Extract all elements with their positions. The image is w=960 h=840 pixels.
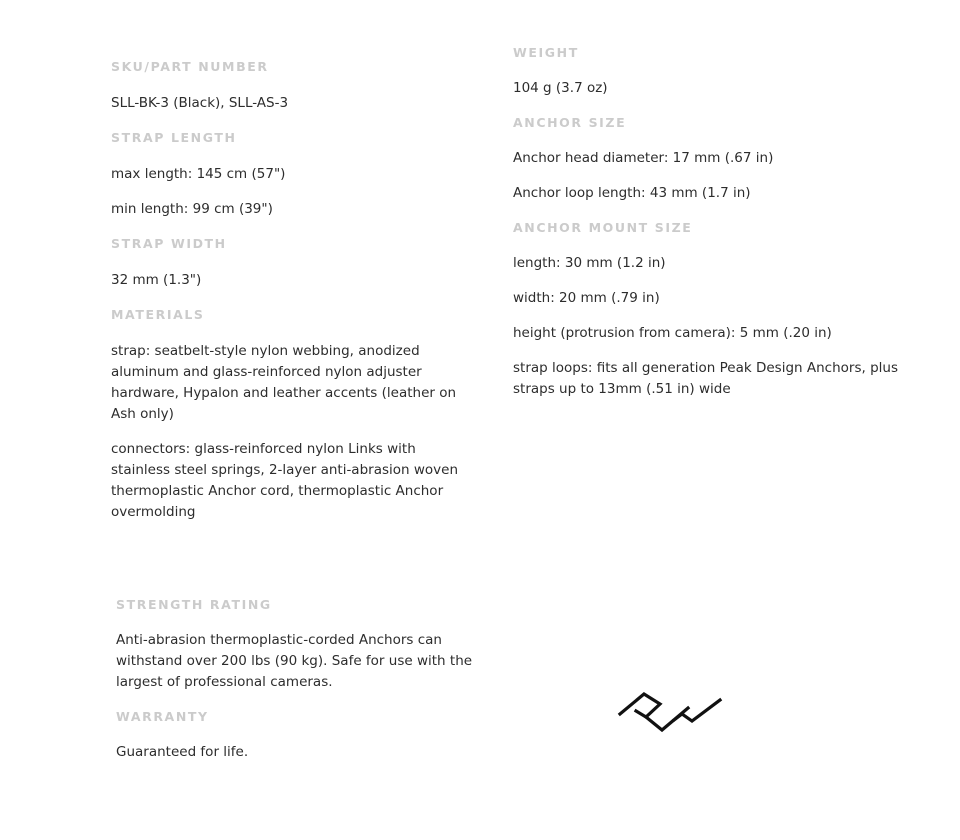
anchor-loop-length: Anchor loop length: 43 mm (1.7 in): [513, 185, 751, 201]
mount-width: width: 20 mm (.79 in): [513, 290, 660, 306]
left-spec-column: [111, 57, 471, 537]
materials-heading: MATERIALS: [111, 307, 205, 322]
warranty-heading: WARRANTY: [116, 709, 209, 724]
weight-heading: WEIGHT: [513, 45, 579, 60]
strap-length-heading: STRAP LENGTH: [111, 130, 237, 145]
strength-value: Anti-abrasion thermoplastic-corded Anchors can withstand over 200 lbs (90 kg). Safe for use with the largest of professional cameras.: [116, 632, 473, 690]
strap-length-min: min length: 99 cm (39"): [111, 201, 273, 217]
anchor-mount-heading: ANCHOR MOUNT SIZE: [513, 220, 693, 235]
strap-length-max: max length: 145 cm (57"): [111, 166, 286, 182]
strap-width-heading: STRAP WIDTH: [111, 236, 227, 251]
anchor-size-heading: ANCHOR SIZE: [513, 115, 627, 130]
mount-height: height (protrusion from camera): 5 mm (.20 in): [513, 325, 832, 341]
mount-length: length: 30 mm (1.2 in): [513, 255, 666, 271]
strength-heading: STRENGTH RATING: [116, 597, 272, 612]
materials-strap: strap: seatbelt-style nylon webbing, anodized aluminum and glass-reinforced nylon adjuster hardware, Hypalon and leather accents (leather on Ash only): [111, 343, 457, 422]
weight-value: 104 g (3.7 oz): [513, 80, 608, 96]
materials-connectors: connectors: glass-reinforced nylon Links with stainless steel springs, 2-layer anti-abrasion woven thermoplastic Anchor cord, thermoplastic Anchor overmolding: [111, 441, 459, 520]
warranty-value: Guaranteed for life.: [116, 744, 249, 760]
anchor-head-diameter: Anchor head diameter: 17 mm (.67 in): [513, 150, 774, 166]
sku-value: SLL-BK-3 (Black), SLL-AS-3: [111, 95, 289, 111]
right-spec-column: [513, 43, 913, 414]
sku-heading: SKU/PART NUMBER: [111, 59, 269, 74]
bottom-spec-column: [116, 595, 476, 777]
strap-loops: strap loops: fits all generation Peak Design Anchors, plus straps up to 13mm (.51 in) wide: [513, 360, 898, 397]
strap-width-value: 32 mm (1.3"): [111, 272, 202, 288]
peak-design-logo-icon: [616, 684, 726, 734]
